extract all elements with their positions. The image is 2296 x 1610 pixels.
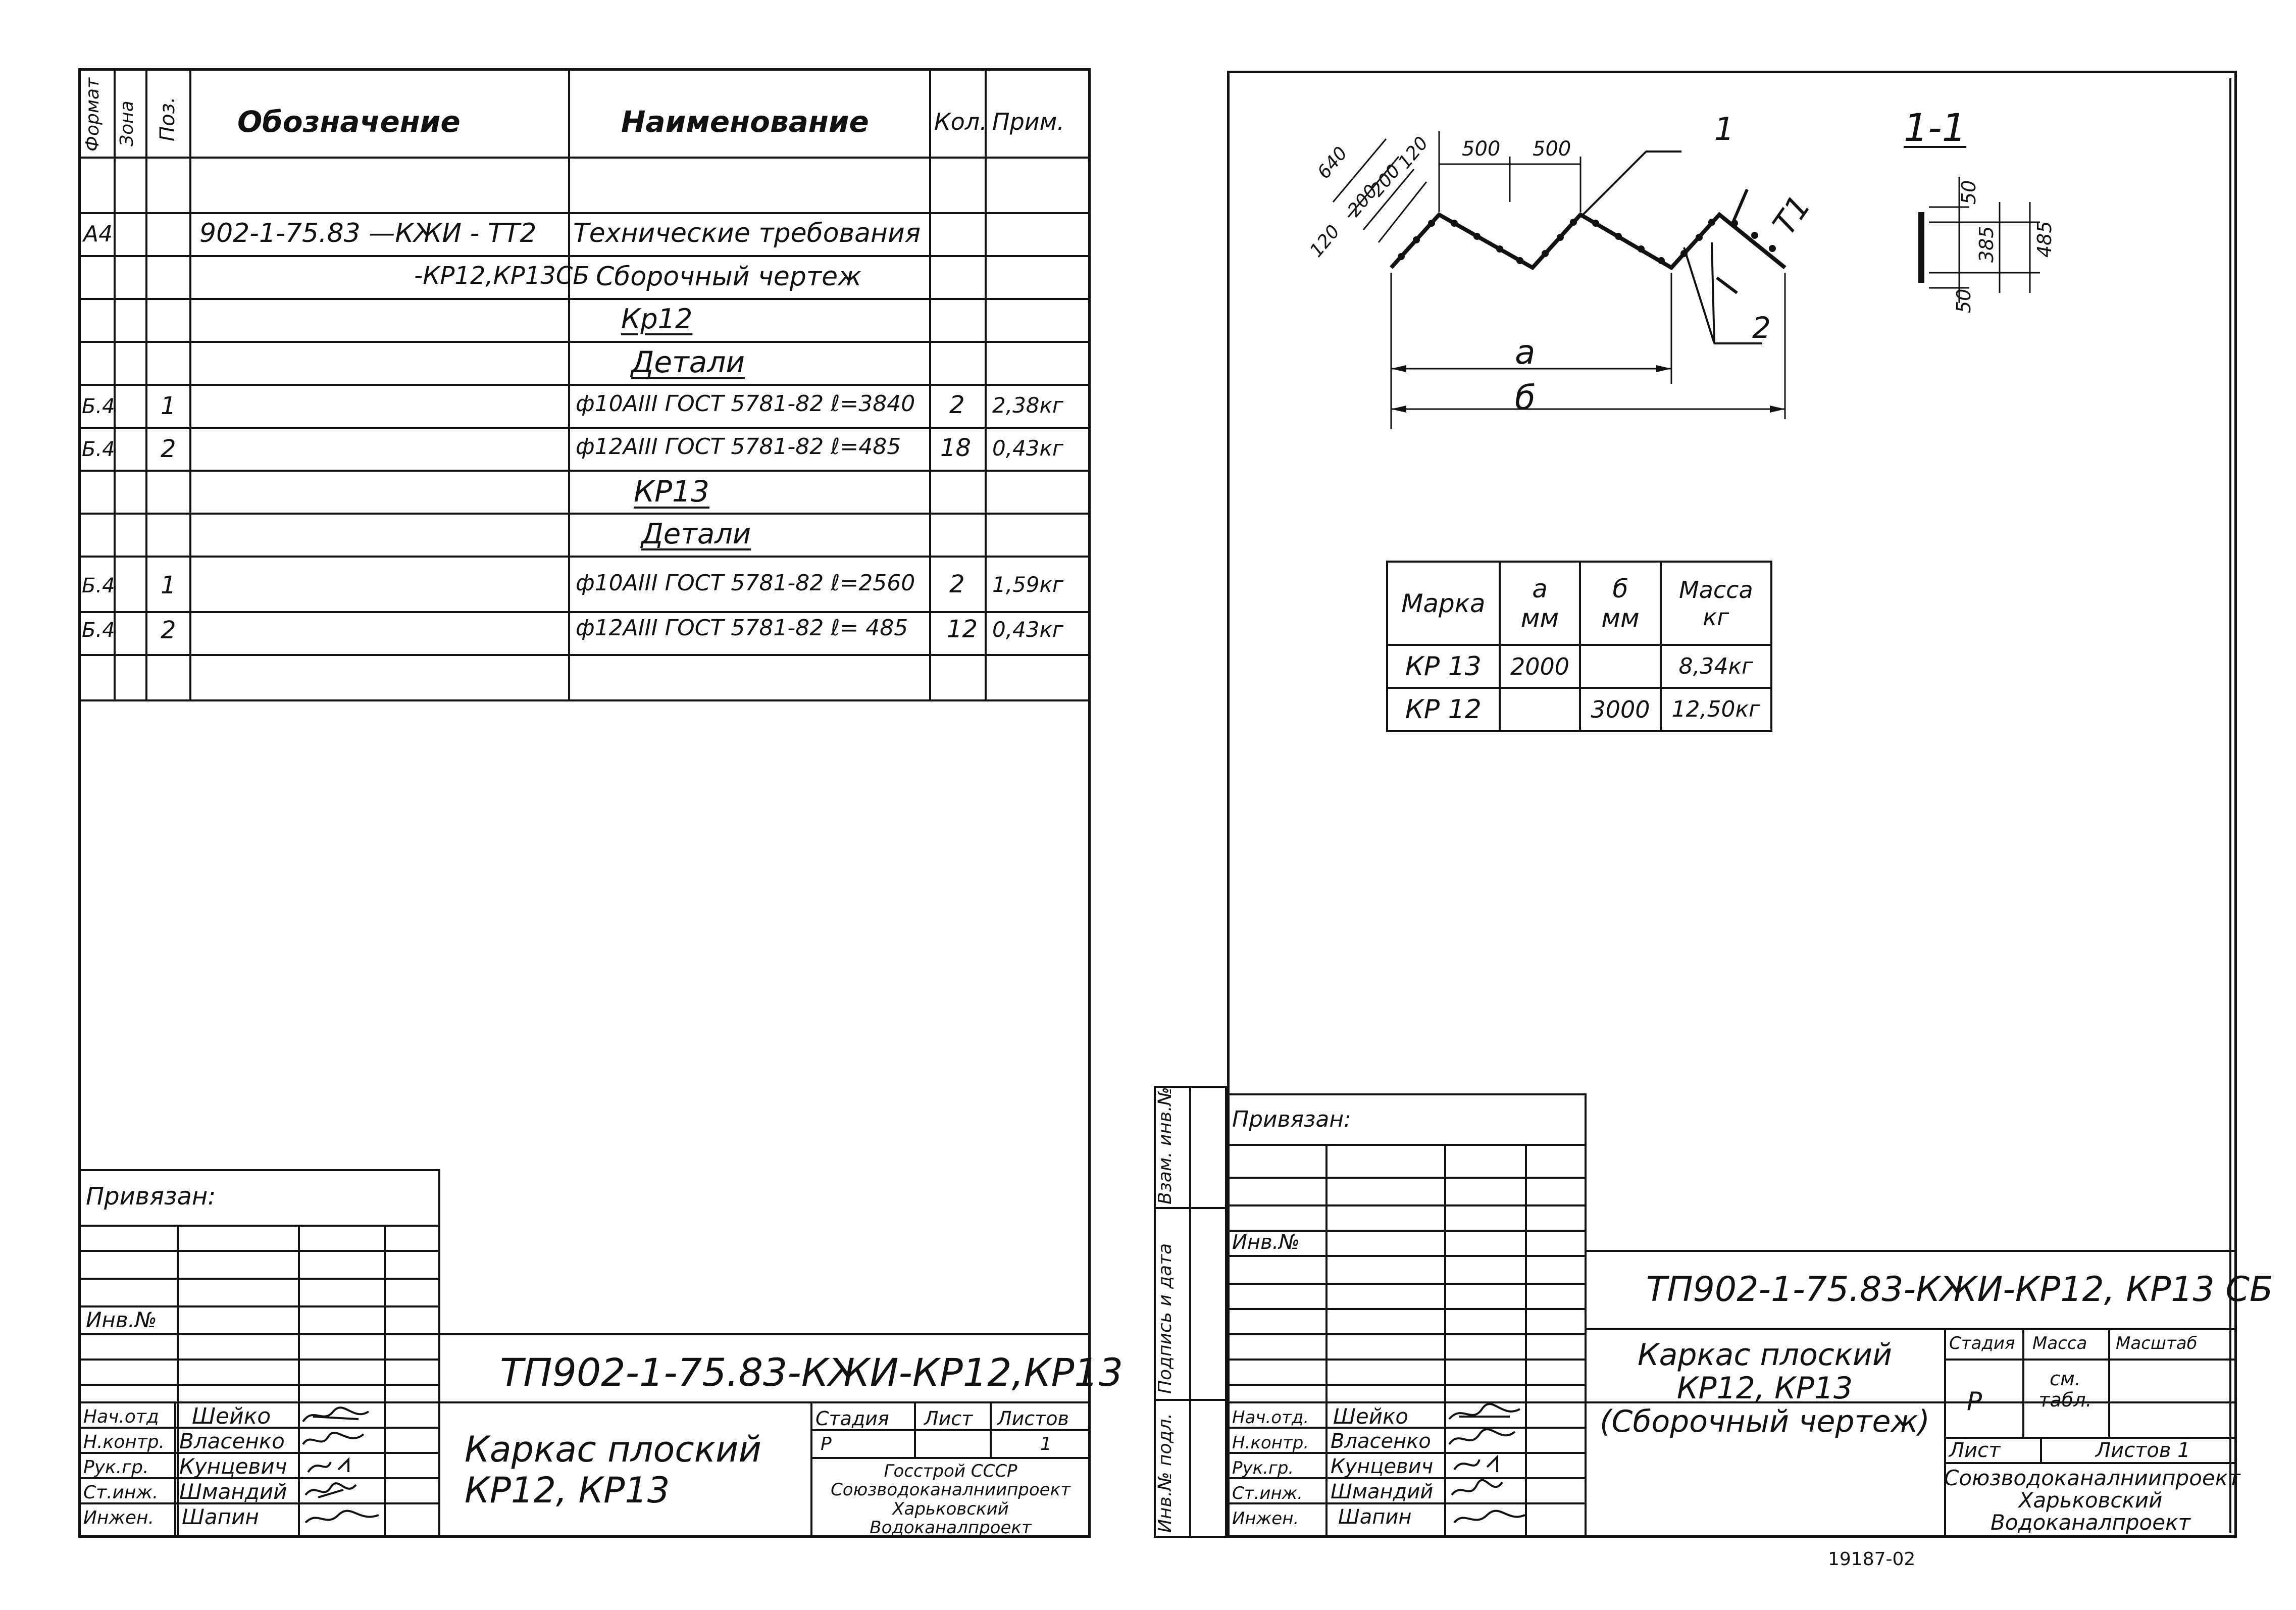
left-staff-role: Нач.отд [83,1406,159,1427]
left-inv-label: Инв.№ [86,1307,157,1332]
spec-row-note: 0,43кг [992,617,1063,642]
spec-row-note: 1,59кг [992,572,1063,597]
dim-top: 500 [1533,137,1571,161]
stamp-inv-original: Инв.№ подл. [1155,1413,1176,1533]
stamp-substitute-inv: Взам. инв.№ [1155,1087,1176,1204]
spec-row-format: Б.4 [82,395,115,418]
section-dim: 50 [1958,180,1980,205]
spec-row-pos: 1 [161,392,176,420]
spec-row-qty: 2 [949,570,965,598]
mark-cell: 2000 [1500,645,1580,688]
right-stage-header: Стадия [1949,1333,2015,1353]
right-staff-role: Н.контр. [1232,1433,1309,1453]
spec-row-name: ф12АIII ГОСТ 5781-82 ℓ= 485 [576,615,908,641]
right-inv-label: Инв.№ [1232,1231,1300,1254]
left-bound-label: Привязан: [86,1182,216,1211]
header-format: Формат [82,77,103,152]
header-designation: Обозначение [237,105,461,139]
dim-a-label: а [1515,333,1536,372]
spec-row-pos: 2 [161,435,176,463]
right-sheets-label: Листов 1 [2096,1439,2190,1462]
left-staff-role: Инжен. [83,1507,155,1528]
right-staff-name: Шмандий [1331,1480,1434,1503]
spec-row-name: Кр12 [621,303,693,335]
left-sheet-header: Лист [924,1407,973,1430]
spec-row-name: ф10АIII ГОСТ 5781-82 ℓ=3840 [576,391,915,417]
mark-cell: 12,50кг [1661,688,1771,731]
header-qty: Кол. [934,108,987,135]
spec-row-name: КР13 [634,474,709,509]
right-mass-header: Масса [2032,1333,2087,1353]
section-label: 1-1 [1904,105,1967,150]
spec-row-qty: 2 [949,391,965,419]
right-doc-code: ТП902-1-75.83-КЖИ-КР12, КР13 СБ [1646,1270,2273,1310]
right-bound-label: Привязан: [1232,1106,1351,1132]
dim-top: 500 [1462,137,1501,161]
header-pos: Поз. [156,96,179,141]
mark-header: Марка [1387,562,1500,645]
spec-row-qty: 12 [947,615,978,643]
spec-row-pos: 1 [161,571,176,599]
left-stage-header: Стадия [815,1407,889,1430]
mark-header: а мм [1500,562,1580,645]
mark-header: Масса кг [1661,562,1771,645]
section-dim: 485 [2033,221,2056,258]
left-staff-name: Шейко [192,1403,271,1429]
left-staff-role: Ст.инж. [83,1482,159,1503]
spec-row-designation: 902-1-75.83 —КЖИ - ТТ2 [199,218,537,248]
left-doc-code: ТП902-1-75.83-КЖИ-КР12,КР13 [500,1350,1124,1395]
left-stage-value: Р [821,1434,832,1454]
dim-top: 200 [1344,181,1382,221]
right-staff-role: Ст.инж. [1232,1483,1303,1503]
spec-row-name: Детали [631,345,745,379]
left-staff-name: Шмандий [179,1479,287,1504]
spec-row-qty: 18 [940,434,972,462]
right-title: Каркас плоский КР12, КР13 (Сборочный чертеж) [1600,1337,1930,1439]
spec-row-note: 0,43кг [992,436,1063,461]
right-staff-role: Инжен. [1232,1508,1299,1529]
mark-header: б мм [1580,562,1660,645]
right-signatures [1444,1401,1527,1538]
right-sheet-edge [2229,78,2231,1533]
dim-top: 120 [1306,221,1344,262]
mark-cell [1500,688,1580,731]
mark-cell [1580,645,1660,688]
right-staff-name: Шапин [1338,1505,1412,1529]
spec-row-format: А4 [83,221,113,247]
left-title: Каркас плоский КР12, КР13 [465,1429,762,1511]
dim-b-label: б [1515,378,1536,417]
right-staff-name: Власенко [1331,1430,1431,1453]
pos1-label: 1 [1714,111,1734,147]
spec-row-format: Б.4 [82,574,115,597]
footer-number: 19187-02 [1828,1549,1916,1570]
mark-cell: 3000 [1580,688,1660,731]
mark-cell: КР 13 [1387,645,1500,688]
spec-row-format: Б.4 [82,619,115,642]
pos2-label: 2 [1752,311,1771,345]
left-staff-name: Шапин [182,1504,259,1529]
right-org: Союзводоканалниипроект Харьковский Водоканалпроект [1944,1466,2240,1535]
dim-top: 200 [1366,161,1405,201]
spec-row-format: Б.4 [82,438,115,461]
spec-row-designation: -КР12,КР13СБ [414,262,590,290]
spec-row-name: ф12АIII ГОСТ 5781-82 ℓ=485 [576,434,901,460]
dim-top: 120 [1394,133,1433,173]
right-scale-header: Масштаб [2116,1333,2198,1353]
right-staff-role: Нач.отд. [1232,1407,1309,1428]
mark-cell: 8,34кг [1661,645,1771,688]
header-name: Наименование [621,105,869,139]
left-staff-role: Н.контр. [83,1432,165,1452]
left-sheets-value: 1 [1040,1434,1052,1454]
left-staff-name: Кунцевич [179,1454,287,1479]
section-dim: 50 [1953,288,1975,313]
right-mass-value: см. табл. [2038,1368,2092,1411]
spec-row-name: ф10АIII ГОСТ 5781-82 ℓ=2560 [576,570,915,596]
cage-drawing [1293,111,1833,444]
stamp-signature-date: Подпись и дата [1155,1243,1176,1394]
dim-top: 640 [1313,143,1352,183]
header-note: Прим. [992,108,1065,135]
spec-row-pos: 2 [161,616,176,644]
section-dim: 385 [1975,226,1998,263]
t1-label: Т1 [1765,188,1818,242]
spec-row-note: 2,38кг [992,393,1063,418]
left-staff-role: Рук.гр. [83,1457,149,1478]
right-sheet-label: Лист [1949,1439,2001,1462]
left-org: Госстрой СССР Союзводоканалниипроект Харьковский Водоканалпроект [831,1461,1070,1538]
left-staff-name: Власенко [179,1429,285,1453]
right-stage-value: Р [1967,1387,1982,1416]
mark-table [1386,561,1772,732]
header-zone: Зона [117,100,137,146]
mark-cell: КР 12 [1387,688,1500,731]
spec-row-name: Технические требования [573,218,921,248]
left-sheets-header: Листов [997,1407,1069,1430]
left-signatures [298,1401,386,1538]
right-staff-role: Рук.гр. [1232,1458,1294,1478]
right-staff-name: Кунцевич [1331,1455,1434,1478]
spec-row-name: Сборочный чертеж [596,262,861,292]
right-staff-name: Шейко [1333,1404,1409,1429]
spec-row-name: Детали [641,518,751,550]
